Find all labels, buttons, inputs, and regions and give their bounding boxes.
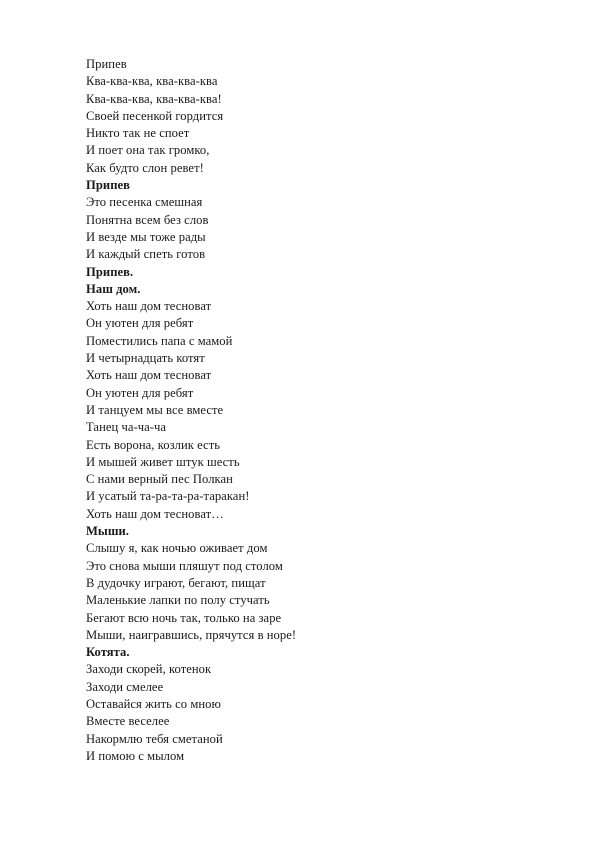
section-heading: Припев. [86,264,134,279]
text-line: Маленькие лапки по полу стучать [86,593,270,608]
text-line: Это снова мыши пляшут под столом [86,558,283,573]
text-line: Хоть наш дом тесноват [86,368,212,383]
section-heading: Припев [86,178,131,193]
text-line: Слышу я, как ночью оживает дом [86,541,268,556]
text-line: Припев [86,57,127,71]
text-line: Мыши, наигравшись, прячутся в норе! [86,627,297,642]
text-line: Ква-ква-ква, ква-ква-ква [86,74,218,89]
text-line: Танец ча-ча-ча [86,420,167,435]
text-line: Никто так не споет [86,126,190,141]
text-line: Накормлю тебя сметаной [86,731,223,746]
text-line: И четырнадцать котят [86,351,205,366]
text-line: Понятна всем без слов [86,212,209,227]
text-line: В дудочку играют, бегают, пищат [86,575,266,590]
text-line: И везде мы тоже рады [86,229,206,244]
text-line: Это песенка смешная [86,195,203,210]
text-line: И танцуем мы все вместе [86,402,224,417]
text-line: Заходи смелее [86,679,164,694]
text-line: Заходи скорей, котенок [86,662,212,677]
text-line: Вместе веселее [86,714,170,729]
text-line: Оставайся жить со мною [86,696,221,711]
section-heading: Мыши. [86,524,130,539]
text-line: Поместились папа с мамой [86,333,233,348]
section-heading: Котята. [86,645,130,660]
text-line: Есть ворона, козлик есть [86,437,221,452]
section-heading: Наш дом. [86,281,141,296]
song-text-block [86,56,526,765]
text-line: И мышей живет штук шесть [86,454,240,469]
text-line: И поет она так громко, [86,143,210,158]
text-line: Он уютен для ребят [86,316,194,331]
text-line: Своей песенкой гордится [86,108,224,123]
text-line: С нами верный пес Полкан [86,472,233,487]
text-line: Хоть наш дом тесноват [86,299,212,314]
text-line: И усатый та-ра-та-ра-таракан! [86,489,250,504]
text-line: И каждый спеть готов [86,247,206,262]
text-line: И помою с мылом [86,748,185,763]
text-line: Бегают всю ночь так, только на заре [86,610,282,625]
text-line: Ква-ква-ква, ква-ква-ква! [86,91,222,106]
text-line: Он уютен для ребят [86,385,194,400]
text-line: Как будто слон ревет! [86,160,204,175]
text-line: Хоть наш дом тесноват… [86,506,224,521]
